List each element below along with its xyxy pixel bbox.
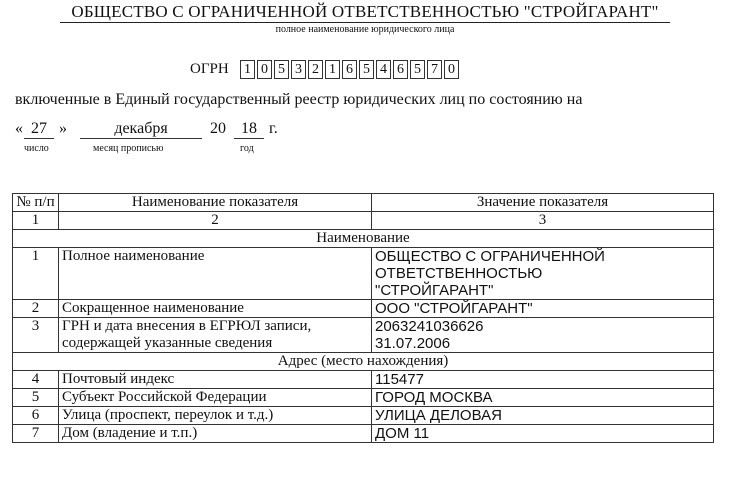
value-line: ОТВЕТСТВЕННОСТЬЮ xyxy=(375,265,543,282)
row-name: Полное наименование xyxy=(59,248,372,300)
date-year-prefix: 20 xyxy=(210,120,226,137)
date-year-suffix: 18 xyxy=(234,120,264,139)
row-number: 7 xyxy=(13,425,59,443)
section-row xyxy=(13,353,714,371)
registry-statement: включенные в Единый государственный реестр юридических лиц по состоянию на xyxy=(15,91,583,108)
ogrn-digit: 5 xyxy=(359,60,374,79)
table-row xyxy=(13,371,714,389)
row-number: 1 xyxy=(13,248,59,300)
table-row xyxy=(13,300,714,318)
title-caption: полное наименование юридического лица xyxy=(275,24,455,35)
section-title: Наименование xyxy=(13,230,714,248)
value-line: ДОМ 11 xyxy=(375,425,430,442)
row-value xyxy=(372,407,714,425)
ogrn-digit: 5 xyxy=(410,60,425,79)
value-line: "СТРОЙГАРАНТ" xyxy=(375,282,494,299)
date-year-abbr: г. xyxy=(269,120,278,137)
table-row xyxy=(13,425,714,443)
value-line: 2063241036626 xyxy=(375,318,484,335)
row-name: Сокращенное наименование xyxy=(59,300,372,318)
ogrn-digit-boxes xyxy=(240,60,461,79)
row-value xyxy=(372,425,714,443)
organization-title: ОБЩЕСТВО С ОГРАНИЧЕННОЙ ОТВЕТСТВЕННОСТЬЮ "СТРОЙГАРАНТ" xyxy=(71,2,659,21)
ogrn-digit: 0 xyxy=(257,60,272,79)
row-number: 3 xyxy=(13,318,59,353)
row-name: Улица (проспект, переулок и т.д.) xyxy=(59,407,372,425)
row-value xyxy=(372,371,714,389)
ogrn-label: ОГРН xyxy=(190,61,229,77)
register-table xyxy=(12,193,714,443)
ogrn-digit: 2 xyxy=(308,60,323,79)
date-day: 27 xyxy=(24,120,54,139)
ogrn-digit: 5 xyxy=(274,60,289,79)
year-caption: год xyxy=(240,143,254,154)
value-line: 115477 xyxy=(375,371,424,388)
ogrn-digit: 3 xyxy=(291,60,306,79)
table-row xyxy=(13,318,714,353)
row-name: Дом (владение и т.п.) xyxy=(59,425,372,443)
column-number: 3 xyxy=(372,212,714,230)
ogrn-digit: 1 xyxy=(325,60,340,79)
row-name: ГРН и дата внесения в ЕГРЮЛ записи, содержащей указанные сведения xyxy=(59,318,372,353)
row-value xyxy=(372,389,714,407)
row-number: 2 xyxy=(13,300,59,318)
header-indicator-name: Наименование показателя xyxy=(59,194,372,212)
row-value xyxy=(372,318,714,353)
row-name: Субъект Российской Федерации xyxy=(59,389,372,407)
ogrn-digit: 6 xyxy=(342,60,357,79)
table-row xyxy=(13,389,714,407)
ogrn-digit: 4 xyxy=(376,60,391,79)
table-row xyxy=(13,248,714,300)
column-number: 2 xyxy=(59,212,372,230)
column-number: 1 xyxy=(13,212,59,230)
value-line: ОБЩЕСТВО С ОГРАНИЧЕННОЙ xyxy=(375,248,605,265)
table-row xyxy=(13,407,714,425)
row-number: 4 xyxy=(13,371,59,389)
value-line: ООО "СТРОЙГАРАНТ" xyxy=(375,300,533,317)
value-line: ГОРОД МОСКВА xyxy=(375,389,493,406)
row-value xyxy=(372,300,714,318)
row-name: Почтовый индекс xyxy=(59,371,372,389)
title-underline xyxy=(60,22,670,23)
value-line: 31.07.2006 xyxy=(375,335,451,352)
value-line: УЛИЦА ДЕЛОВАЯ xyxy=(375,407,502,424)
header-number: № п/п xyxy=(13,194,59,212)
month-caption: месяц прописью xyxy=(93,143,164,154)
date-close-quote: » xyxy=(59,120,67,137)
ogrn-digit: 7 xyxy=(427,60,442,79)
table-header-row xyxy=(13,194,714,212)
day-caption: число xyxy=(24,143,49,154)
ogrn-digit: 6 xyxy=(393,60,408,79)
row-number: 6 xyxy=(13,407,59,425)
header-indicator-value: Значение показателя xyxy=(372,194,714,212)
row-number: 5 xyxy=(13,389,59,407)
section-row xyxy=(13,230,714,248)
column-number-row xyxy=(13,212,714,230)
ogrn-digit: 0 xyxy=(444,60,459,79)
row-value xyxy=(372,248,714,300)
date-open-quote: « xyxy=(15,120,23,137)
ogrn-digit: 1 xyxy=(240,60,255,79)
date-month: декабря xyxy=(80,120,202,139)
section-title: Адрес (место нахождения) xyxy=(13,353,714,371)
